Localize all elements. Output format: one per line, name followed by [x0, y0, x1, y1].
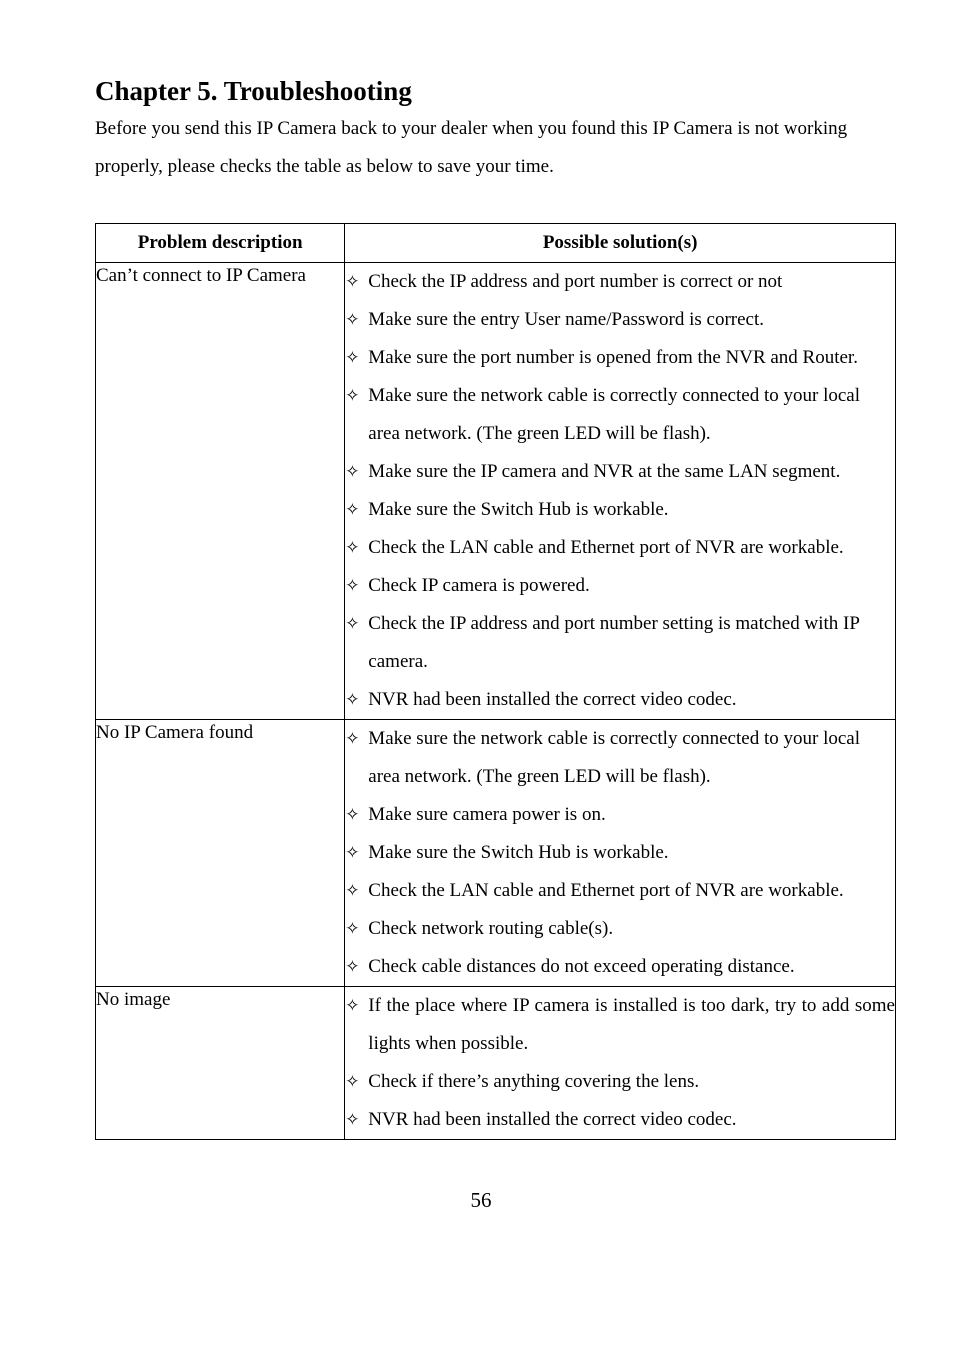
table-row	[96, 987, 896, 1140]
four-pointed-star-icon: ✧	[345, 500, 360, 520]
solution-item	[345, 910, 895, 948]
solution-item	[345, 263, 895, 301]
solution-text: Make sure the IP camera and NVR at the same LAN segment.	[368, 461, 841, 482]
four-pointed-star-icon: ✧	[345, 1110, 360, 1130]
solution-text: If the place where IP camera is installed is too dark, try to add some lights when possible.	[368, 995, 895, 1054]
solution-text: Check network routing cable(s).	[368, 918, 614, 939]
table-body	[96, 263, 896, 1140]
table-row	[96, 263, 896, 720]
table-row	[96, 720, 896, 987]
solution-list	[345, 720, 895, 986]
solution-text: Make sure the port number is opened from the NVR and Router.	[368, 347, 858, 368]
solution-text: NVR had been installed the correct video codec.	[368, 689, 737, 710]
solution-item	[345, 948, 895, 986]
four-pointed-star-icon: ✧	[345, 1072, 360, 1092]
four-pointed-star-icon: ✧	[345, 272, 360, 292]
solution-text: Check the IP address and port number is correct or not	[368, 271, 783, 292]
solution-text: NVR had been installed the correct video codec.	[368, 1109, 737, 1130]
header-problem-description: Problem description	[96, 224, 345, 263]
four-pointed-star-icon: ✧	[345, 729, 360, 749]
chapter-title: Chapter 5. Troubleshooting	[95, 76, 412, 106]
four-pointed-star-icon: ✧	[345, 576, 360, 596]
solution-text: Make sure the entry User name/Password is correct.	[368, 309, 765, 330]
solution-item	[345, 796, 895, 834]
four-pointed-star-icon: ✧	[345, 690, 360, 710]
problem-cell: No IP Camera found	[96, 720, 345, 987]
four-pointed-star-icon: ✧	[345, 805, 360, 825]
solution-item	[345, 491, 895, 529]
solution-item	[345, 529, 895, 567]
solution-item	[345, 834, 895, 872]
four-pointed-star-icon: ✧	[345, 881, 360, 901]
solution-text: Check the LAN cable and Ethernet port of NVR are workable.	[368, 880, 844, 901]
page-number: 56	[470, 1188, 492, 1212]
four-pointed-star-icon: ✧	[345, 348, 360, 368]
solution-item	[345, 681, 895, 719]
four-pointed-star-icon: ✧	[345, 957, 360, 977]
solution-item	[345, 1101, 895, 1139]
solution-item	[345, 453, 895, 491]
four-pointed-star-icon: ✧	[345, 310, 360, 330]
four-pointed-star-icon: ✧	[345, 919, 360, 939]
solution-item	[345, 987, 895, 1063]
solution-item	[345, 872, 895, 910]
solution-item	[345, 605, 895, 681]
solution-text: Check IP camera is powered.	[368, 575, 590, 596]
solution-item	[345, 720, 895, 796]
solution-item	[345, 339, 895, 377]
solution-text: Check cable distances do not exceed operating distance.	[368, 956, 795, 977]
solution-text: Make sure the network cable is correctly connected to your local area network. (The green LED will be flash).	[368, 385, 860, 444]
four-pointed-star-icon: ✧	[345, 996, 360, 1016]
solution-item	[345, 301, 895, 339]
solutions-cell	[345, 720, 896, 987]
four-pointed-star-icon: ✧	[345, 538, 360, 558]
solution-text: Check if there’s anything covering the lens.	[368, 1071, 700, 1092]
solution-text: Make sure the network cable is correctly connected to your local area network. (The green LED will be flash).	[368, 728, 860, 787]
solution-text: Check the IP address and port number setting is matched with IP camera.	[368, 613, 860, 672]
header-possible-solutions: Possible solution(s)	[345, 224, 896, 263]
table-header-row	[96, 224, 896, 263]
solution-text: Make sure camera power is on.	[368, 804, 606, 825]
problem-cell: Can’t connect to IP Camera	[96, 263, 345, 720]
solution-text: Make sure the Switch Hub is workable.	[368, 499, 669, 520]
solution-list	[345, 987, 895, 1139]
problem-cell: No image	[96, 987, 345, 1140]
troubleshooting-table	[95, 223, 896, 1140]
solution-text: Make sure the Switch Hub is workable.	[368, 842, 669, 863]
four-pointed-star-icon: ✧	[345, 462, 360, 482]
solution-item	[345, 567, 895, 605]
solutions-cell	[345, 987, 896, 1140]
solution-item	[345, 377, 895, 453]
four-pointed-star-icon: ✧	[345, 614, 360, 634]
four-pointed-star-icon: ✧	[345, 386, 360, 406]
solutions-cell	[345, 263, 896, 720]
solution-text: Check the LAN cable and Ethernet port of NVR are workable.	[368, 537, 844, 558]
four-pointed-star-icon: ✧	[345, 843, 360, 863]
intro-paragraph: Before you send this IP Camera back to your dealer when you found this IP Camera is not working properly, please checks the table as below to save your time.	[95, 118, 848, 177]
solution-list	[345, 263, 895, 719]
solution-item	[345, 1063, 895, 1101]
